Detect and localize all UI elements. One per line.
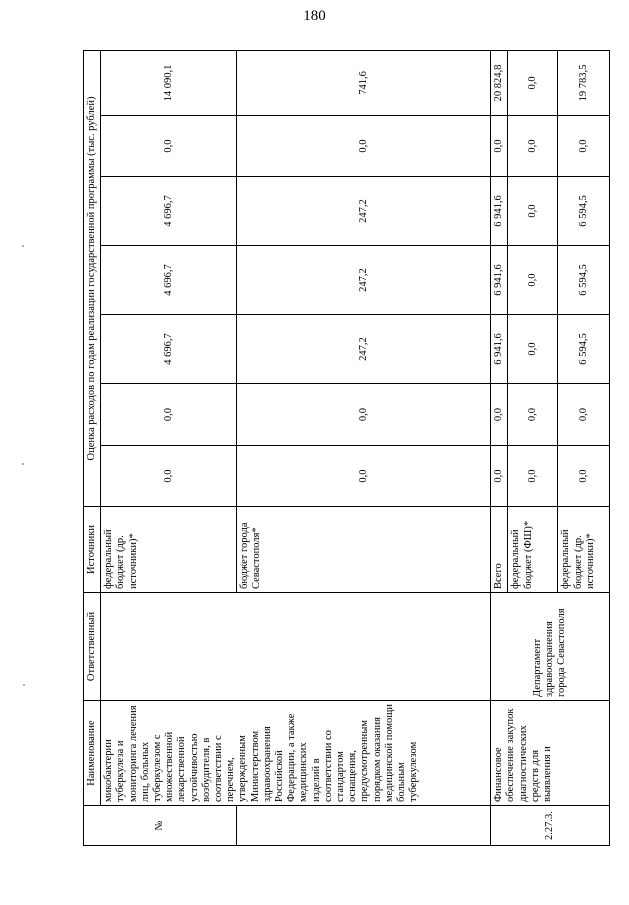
row2-responsible: Департамент здравоохранения города Севастополя (491, 593, 610, 701)
row2-l0-v4: 6 941,6 (491, 177, 508, 246)
row2-no: 2.27.3. (491, 806, 610, 846)
row2-source-0: Всего (491, 507, 508, 593)
row2-l0-v0: 0,0 (491, 446, 508, 507)
row1-b-v6: 741,6 (237, 50, 491, 115)
row1-a-v2: 4 696,7 (101, 315, 237, 384)
scan-speck (22, 463, 24, 465)
row2-l2-v1: 0,0 (558, 384, 610, 446)
row1-b-v2: 247,2 (237, 315, 491, 384)
header-no: № (84, 806, 237, 846)
row2-source-1: федеральный бюджет (ФШ)* (508, 507, 558, 593)
row1-b-v4: 247,2 (237, 177, 491, 246)
row2-name: Финансовое обеспечение закупок диагностических средств для выявления и (491, 701, 610, 806)
row1-b-v3: 247,2 (237, 246, 491, 315)
row2-l2-v6: 19 783,5 (558, 50, 610, 115)
row2-l0-v1: 0,0 (491, 384, 508, 446)
budget-table (83, 50, 610, 846)
row1-source-b: бюджет города Севастополя* (237, 507, 491, 593)
row1-source-a: федеральный бюджет (др. источники)* (101, 507, 237, 593)
row2-l0-v6: 20 824,8 (491, 50, 508, 115)
page-number: 180 (303, 8, 326, 24)
row2-l0-v5: 0,0 (491, 116, 508, 177)
header-sources: Источники (84, 507, 101, 593)
scan-speck (23, 684, 25, 686)
rotated-budget-table (83, 51, 606, 846)
row1-no (237, 806, 491, 846)
row1-responsible (101, 593, 491, 701)
header-estimate: Оценка расходов по годам реализации государственной программы (тыс. рублей) (84, 50, 101, 506)
row2-l1-v5: 0,0 (508, 116, 558, 177)
row2-l1-v2: 0,0 (508, 315, 558, 384)
row1-b-v5: 0,0 (237, 116, 491, 177)
row2-l2-v5: 0,0 (558, 116, 610, 177)
row1-b-v0: 0,0 (237, 446, 491, 507)
row1-a-v6: 14 090,1 (101, 50, 237, 115)
row2-l1-v6: 0,0 (508, 50, 558, 115)
row2-source-2: федеральный бюджет (др. источники)* (558, 507, 610, 593)
row2-l2-v4: 6 594,5 (558, 177, 610, 246)
header-name: Наименование (84, 701, 101, 806)
row2-l1-v4: 0,0 (508, 177, 558, 246)
row2-l0-v3: 6 941,6 (491, 246, 508, 315)
row2-l1-v0: 0,0 (508, 446, 558, 507)
row2-l2-v3: 6 594,5 (558, 246, 610, 315)
row2-l2-v2: 6 594,5 (558, 315, 610, 384)
row1-b-v1: 0,0 (237, 384, 491, 446)
row2-l1-v1: 0,0 (508, 384, 558, 446)
row2-l0-v2: 6 941,6 (491, 315, 508, 384)
row1-a-v1: 0,0 (101, 384, 237, 446)
row2-l2-v0: 0,0 (558, 446, 610, 507)
row2-l1-v3: 0,0 (508, 246, 558, 315)
row1-a-v4: 4 696,7 (101, 177, 237, 246)
scan-speck (22, 245, 24, 247)
row1-a-v5: 0,0 (101, 116, 237, 177)
header-responsible: Ответственный (84, 593, 101, 701)
row1-a-v3: 4 696,7 (101, 246, 237, 315)
row1-a-v0: 0,0 (101, 446, 237, 507)
row1-name: микобактерии туберкулеза и мониторинга лечения лиц, больных туберкулезом с множественной лекарственной устойчивостью возбудителя, в соответствии с перечнем, утвержденным Министерством здравоохранения Российской Федерации, а также медицинских изделий в соответствии со стандартом оснащения, предусмотренным порядком оказания медицинской помощи больным туберкулезом (101, 701, 491, 806)
